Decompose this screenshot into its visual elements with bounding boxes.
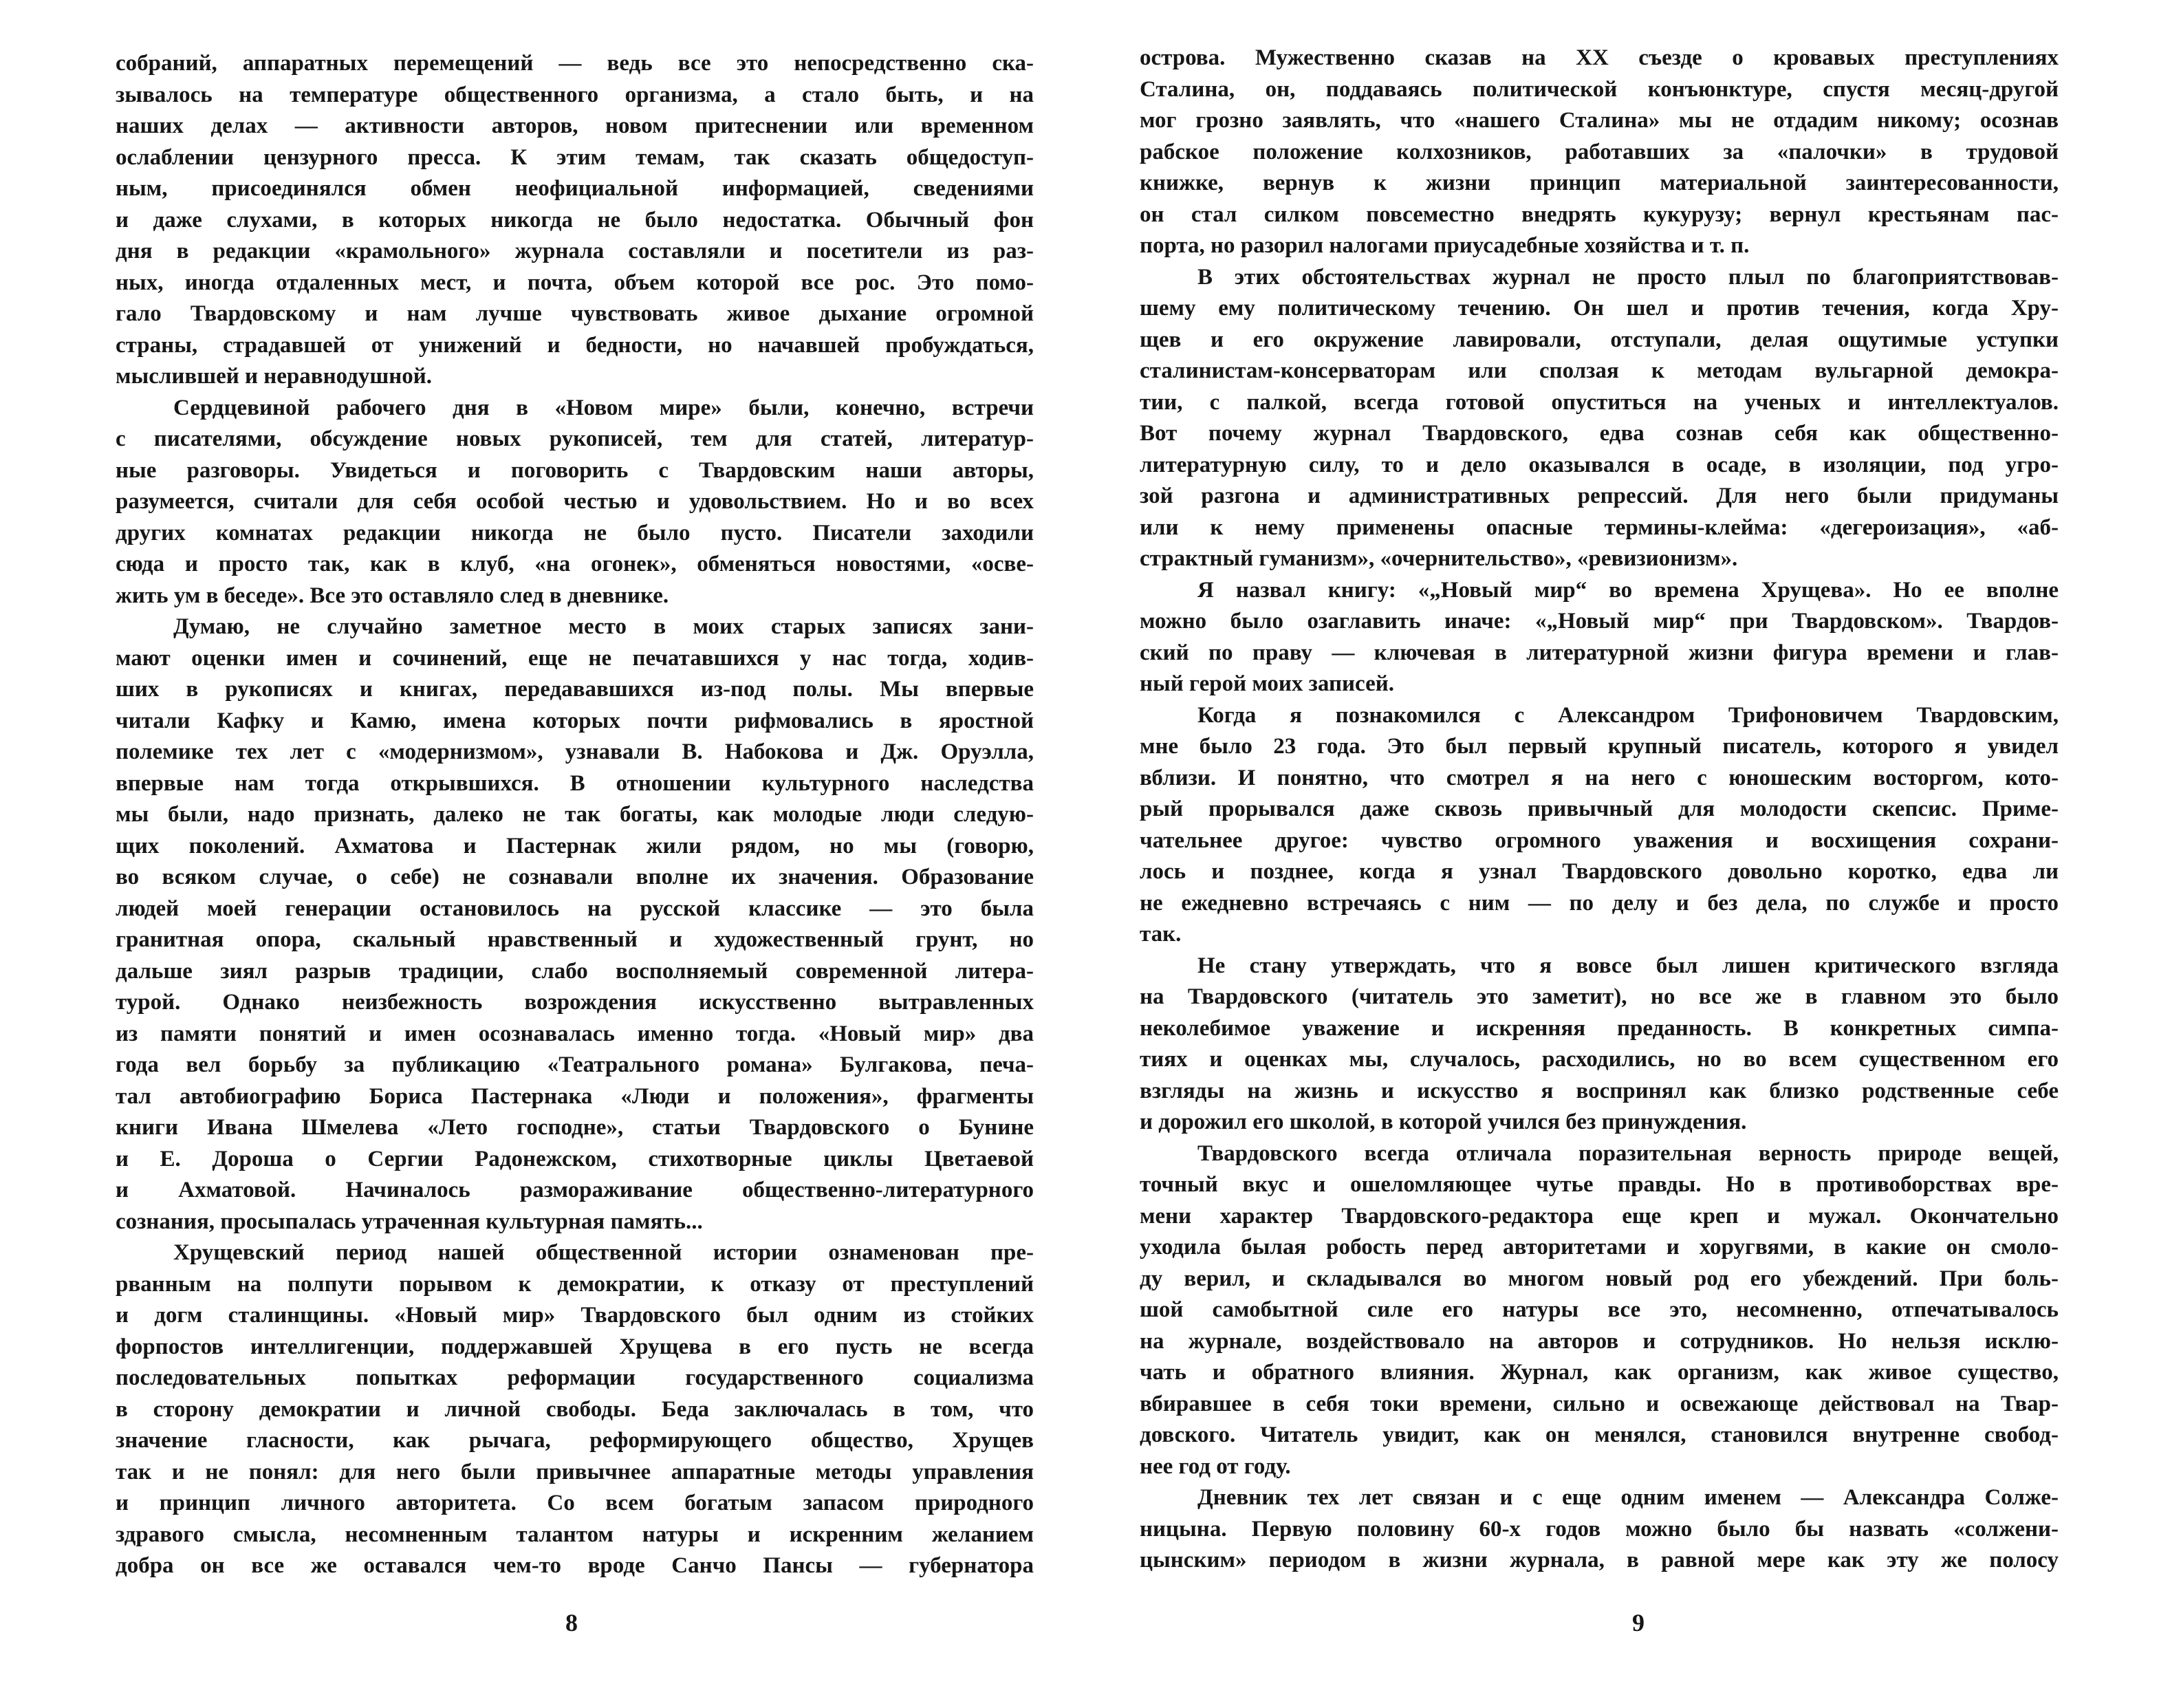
text-line: гало Твардовскому и нам лучше чувствовать живое дыхание огромной [116, 301, 1034, 326]
text-line: так. [1140, 922, 1182, 947]
text-line: и дорожил его школой, в которой учился без принуждения. [1140, 1110, 1747, 1134]
text-line: впервые нам тогда открывшихся. В отношении культурного наследства [116, 770, 1034, 796]
text-line: шему ему политическому течению. Он шел и против течения, когда Хру- [1140, 296, 2059, 321]
text-line: неколебимое уважение и искренняя преданность. В конкретных симпа- [1140, 1015, 2059, 1041]
text-line: и догм сталинщины. «Новый мир» Твардовского был одним из стойких [116, 1303, 1034, 1328]
text-line: не ежедневно встречаясь с ним — по делу и без дела, по службе и просто [1140, 890, 2059, 916]
text-line: так и не понял: для него были привычнее аппаратные методы управления [116, 1459, 1034, 1484]
text-line: на журнале, воздействовало на авторов и сотрудников. Но нельзя исклю- [1140, 1328, 2059, 1354]
text-line: разумеется, считали для себя особой честью и удовольствием. Но и во всех [116, 489, 1034, 514]
text-line: книжке, вернув к жизни принцип материальной заинтересованности, [1140, 171, 2059, 195]
text-line: дня в редакции «крамольного» журнала составляли и посетители из раз- [116, 239, 1034, 263]
text-line: мени характер Твардовского-редактора еще креп и мужал. Окончательно [1140, 1203, 2059, 1229]
text-line: с писателями, обсуждение новых рукописей, тем для статей, литератур- [116, 426, 1034, 451]
text-line: В этих обстоятельствах журнал не просто плыл по благоприятствовав- [1197, 264, 2059, 290]
text-line: довского. Читатель увидит, как он менялся, становился внутренне свобод- [1140, 1423, 2059, 1447]
text-line: литературную силу, то и дело оказывался в осаде, в изоляции, под угро- [1140, 452, 2059, 477]
page-number: 8 [565, 1609, 578, 1636]
text-line: шой самобытной силе его натуры все это, несомненно, отпечатывалось [1140, 1297, 2059, 1322]
text-line: взгляды на жизнь и искусство я воспринял как близко родственные себе [1140, 1078, 2059, 1103]
text-line: добра он все же оставался чем-то вроде Санчо Пансы — губернатора [116, 1553, 1034, 1578]
page-number: 9 [1632, 1609, 1645, 1636]
text-line: тиях и оценках мы, случалось, расходились, но во всем существенном его [1140, 1047, 2059, 1072]
text-line: мне было 23 года. Это был первый крупный писатель, которого я увидел [1140, 734, 2059, 759]
text-line: рванным на полпути порывом к демократии, к отказу от преступлений [116, 1271, 1034, 1297]
text-line: мог грозно заявлять, что «нашего Сталина» мы не отдадим никому; осознав [1140, 108, 2059, 133]
text-line: он стал силком повсеместно внедрять кукурузу; вернул крестьянам пас- [1140, 202, 2059, 227]
text-line: Я назвал книгу: «„Новый мир“ во времена Хрущева». Но ее вполне [1197, 577, 2059, 603]
text-line: значение гласности, как рычага, реформирующего общество, Хрущев [116, 1428, 1034, 1453]
page-text [1140, 43, 2059, 1577]
text-line: и даже слухами, в которых никогда не было недостатка. Обычный фон [116, 207, 1034, 233]
text-line: Сердцевиной рабочего дня в «Новом мире» были, конечно, встречи [173, 395, 1034, 420]
text-line: последовательных попытках реформации государственного социализма [116, 1365, 1034, 1390]
text-line: Когда я познакомился с Александром Трифоновичем Твардовским, [1197, 702, 2059, 728]
text-line: Хрущевский период нашей общественной истории ознаменован пре- [173, 1240, 1034, 1265]
text-line: Вот почему журнал Твардовского, едва сознав себя как общественно- [1140, 421, 2059, 446]
text-line: полемике тех лет с «модернизмом», узнавали В. Набокова и Дж. Оруэлла, [116, 739, 1034, 764]
text-line: ослаблении цензурного пресса. К этим темам, так сказать общедоступ- [116, 144, 1034, 170]
text-line: людей моей генерации остановилось на русской классике — это была [116, 896, 1034, 921]
text-line: вбиравшее в себя токи времени, сильно и освежающе действовал на Твар- [1140, 1391, 2059, 1416]
text-line: собраний, аппаратных перемещений — ведь все это непосредственно ска- [116, 51, 1034, 76]
text-line: и принцип личного авторитета. Со всем богатым запасом природного [116, 1491, 1034, 1515]
text-line: цынским» периодом в жизни журнала, в равной мере как эту же полосу [1140, 1548, 2059, 1572]
text-line: года вел борьбу за публикацию «Театрального романа» Булгакова, печа- [116, 1052, 1034, 1077]
text-line: чать и обратного влияния. Журнал, как организм, как живое существо, [1140, 1360, 2059, 1385]
page-right [1090, 0, 2181, 1708]
text-line: тал автобиографию Бориса Пастернака «Люди и положения», фрагменты [116, 1083, 1034, 1109]
text-line: книги Ивана Шмелева «Лето господне», статьи Твардовского о Бунине [116, 1115, 1034, 1140]
text-line: нее год от году. [1140, 1453, 1291, 1479]
text-line: или к нему применены опасные термины-клейма: «дегероизация», «аб- [1140, 515, 2059, 540]
text-line: ный герой моих записей. [1140, 671, 1394, 696]
text-line: чательнее другое: чувство огромного уважения и восхищения сохрани- [1140, 828, 2059, 853]
text-line: щих поколений. Ахматова и Пастернак жили рядом, но мы (говорю, [116, 833, 1034, 858]
text-line: вблизи. И понятно, что смотрел я на него с юношеским восторгом, кото- [1140, 765, 2059, 790]
text-line: можно было озаглавить иначе: «„Новый мир“ при Твардовском». Твардов- [1140, 609, 2059, 634]
page-left [0, 0, 1090, 1708]
text-line: рабское положение колхозников, работавших за «палочки» в трудовой [1140, 139, 2059, 164]
text-line: в сторону демократии и личной свободы. Беда заключалась в том, что [116, 1396, 1034, 1422]
text-line: щев и его окружение лавировали, отступали, делая ощутимые уступки [1140, 327, 2059, 352]
text-line: страны, страдавшей от унижений и бедности, но начавшей пробуждаться, [116, 332, 1034, 358]
text-line: во всяком случае, о себе) не сознавали вполне их значения. Образование [116, 865, 1034, 889]
text-line: мы были, надо признать, далеко не так богаты, как молодые люди следую- [116, 802, 1034, 827]
text-line: Сталина, он, поддаваясь политической конъюнктуре, спустя месяц-другой [1140, 76, 2059, 102]
text-line: жить ум в беседе». Все это оставляло след в дневнике. [116, 583, 669, 608]
text-line: дальше зиял разрыв традиции, слабо восполняемый современной литера- [116, 958, 1034, 984]
text-line: рый прорывался даже сквозь привычный для молодости скепсис. Приме- [1140, 797, 2059, 821]
text-line: сюда и просто так, как в клуб, «на огонек», обменяться новостями, «осве- [116, 552, 1034, 576]
text-line: сознания, просыпалась утраченная культурная память... [116, 1209, 703, 1234]
text-line: ным, присоединялся обмен неофициальной информацией, сведениями [116, 176, 1034, 201]
text-line: страктный гуманизм», «очернительство», «ревизионизм». [1140, 546, 1738, 571]
text-line: форпостов интеллигенции, поддержавшей Хрущева в его пусть не всегда [116, 1334, 1034, 1359]
text-line: других комнатах редакции никогда не было пусто. Писатели заходили [116, 520, 1034, 545]
text-line: тии, с палкой, всегда готовой опуститься на ученых и интеллектуалов. [1140, 389, 2059, 415]
text-line: ших в рукописях и книгах, передававшихся из-под полы. Мы впервые [116, 677, 1034, 702]
text-line: гранитная опора, скальный нравственный и художественный грунт, но [116, 927, 1034, 952]
text-line: и Ахматовой. Начиналось размораживание общественно-литературного [116, 1178, 1034, 1202]
text-line: сталинистам-консерваторам или сползая к методам вульгарной демокра- [1140, 358, 2059, 383]
text-line: острова. Мужественно сказав на XX съезде о кровавых преступлениях [1140, 45, 2059, 70]
text-line: лось и позднее, когда я узнал Твардовского довольно коротко, едва ли [1140, 859, 2059, 884]
text-line: Думаю, не случайно заметное место в моих старых записях зани- [173, 614, 1034, 639]
text-line: Не стану утверждать, что я вовсе был лишен критического взгляда [1197, 953, 2059, 978]
text-line: Твардовского всегда отличала поразительная верность природе вещей, [1197, 1141, 2059, 1166]
text-line: турой. Однако неизбежность возрождения искусственно вытравленных [116, 990, 1034, 1015]
text-line: точный вкус и ошеломляющее чутье правды. Но в противоборствах вре- [1140, 1172, 2059, 1197]
text-line: мыслившей и неравнодушной. [116, 364, 433, 389]
page-text [116, 48, 1034, 1582]
text-line: зой разгона и административных репрессий. Для него были придуманы [1140, 484, 2059, 508]
text-line: читали Кафку и Камю, имена которых почти рифмовались в яростной [116, 708, 1034, 733]
text-line: зывалось на температуре общественного организма, а стало быть, и на [116, 82, 1034, 107]
text-line: и Е. Дороша о Сергии Радонежском, стихотворные циклы Цветаевой [116, 1146, 1034, 1171]
text-line: из памяти понятий и имен осознавалась именно тогда. «Новый мир» два [116, 1021, 1034, 1046]
text-line: мают оценки имен и сочинений, еще не печатавшихся у нас тогда, ходив- [116, 645, 1034, 671]
text-line: ные разговоры. Увидеться и поговорить с Твардовским наши авторы, [116, 457, 1034, 483]
text-line: наших делах — активности авторов, новом притеснении или временном [116, 113, 1034, 138]
text-line: ду верил, и складывался во многом новый род его убеждений. При боль- [1140, 1266, 2059, 1291]
text-line: ницына. Первую половину 60-х годов можно было бы назвать «солжени- [1140, 1516, 2059, 1542]
text-line: уходила былая робость перед авторитетами и хоругвями, в какие он смоло- [1140, 1235, 2059, 1260]
text-line: на Твардовского (читатель это заметит), но все же в главном это было [1140, 984, 2059, 1009]
text-line: ский по праву — ключевая в литературной жизни фигура времени и глав- [1140, 640, 2059, 665]
text-line: Дневник тех лет связан и с еще одним именем — Александра Солже- [1197, 1485, 2059, 1510]
text-line: здравого смысла, несомненным талантом натуры и искренним желанием [116, 1522, 1034, 1547]
text-line: порта, но разорил налогами приусадебные хозяйства и т. п. [1140, 233, 1750, 258]
text-line: ных, иногда отдаленных мест, и почта, объем которой все рос. Это помо- [116, 270, 1034, 295]
